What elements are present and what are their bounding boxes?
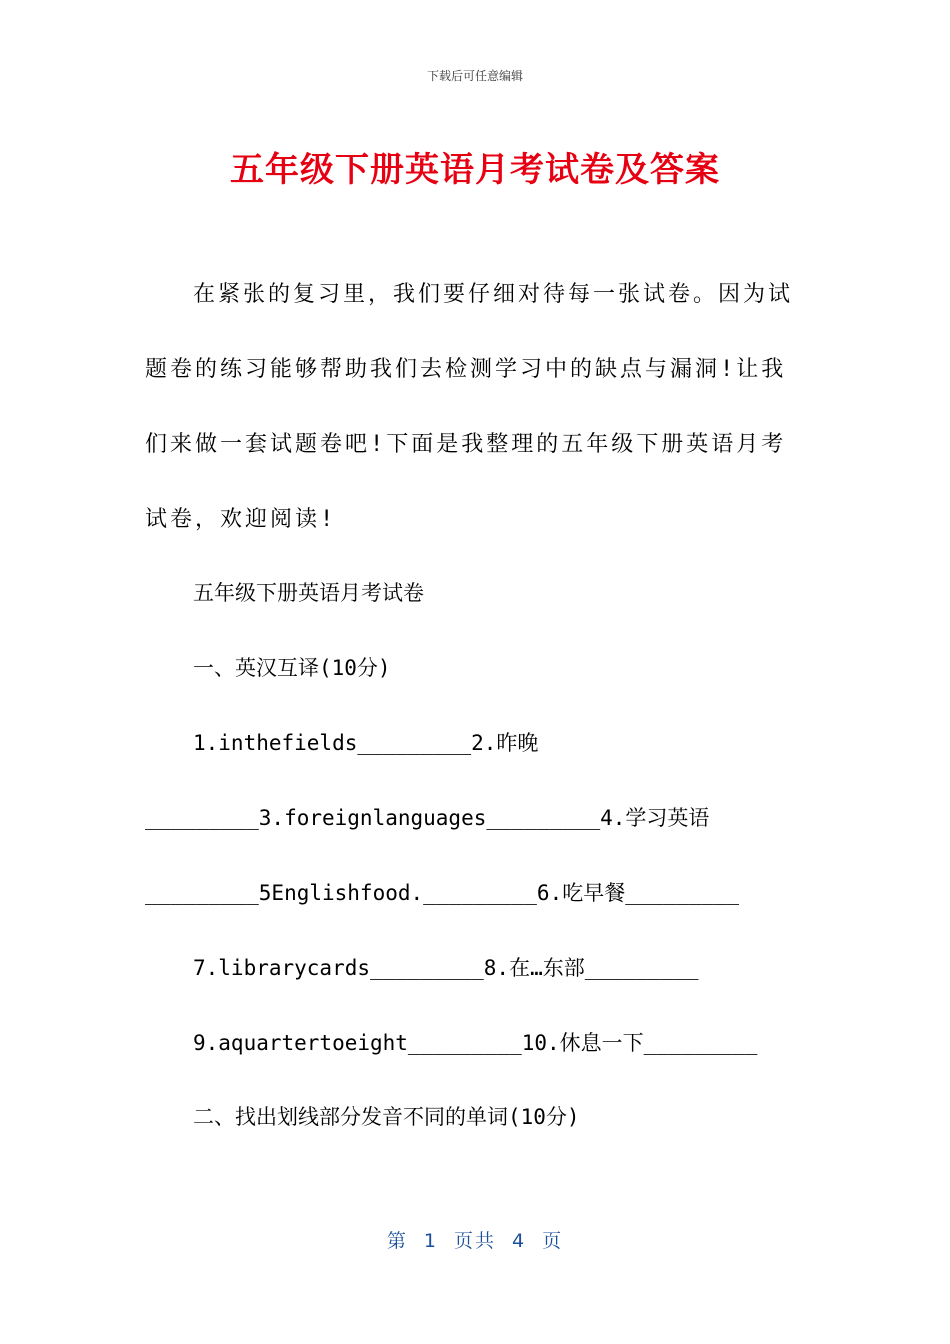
footer-label-of: 页共 xyxy=(453,1230,496,1252)
question-line-3: _________5Englishfood._________6.吃早餐_________ xyxy=(145,881,740,905)
question-line-1: 1.inthefields_________2.昨晚 xyxy=(193,731,539,755)
footer-label-end: 页 xyxy=(542,1230,564,1252)
question-line-5: 9.aquartertoeight_________10.休息一下_________ xyxy=(193,1031,758,1055)
section-1-heading: 一、英汉互译(10分) xyxy=(193,656,391,680)
header-note: 下载后可任意编辑 xyxy=(426,69,523,83)
page-footer xyxy=(0,1226,950,1253)
footer-label-page: 第 xyxy=(386,1230,408,1252)
question-line-2: _________3.foreignlanguages_________4.学习英语 xyxy=(145,806,710,830)
exam-subtitle: 五年级下册英语月考试卷 xyxy=(193,581,424,605)
footer-total-pages: 4 xyxy=(512,1230,527,1252)
section-2-heading: 二、找出划线部分发音不同的单词(10分) xyxy=(193,1105,580,1129)
question-line-4: 7.librarycards_________8.在…东部_________ xyxy=(193,956,699,980)
document-title: 五年级下册英语月考试卷及答案 xyxy=(230,150,720,190)
footer-page-number: 1 xyxy=(423,1230,438,1252)
intro-paragraph: 在紧张的复习里，我们要仔细对待每一张试卷。因为试题卷的练习能够帮助我们去检测学习中的缺点与漏洞!让我们来做一套试题卷吧!下面是我整理的五年级下册英语月考试卷，欢迎阅读! xyxy=(145,282,794,532)
